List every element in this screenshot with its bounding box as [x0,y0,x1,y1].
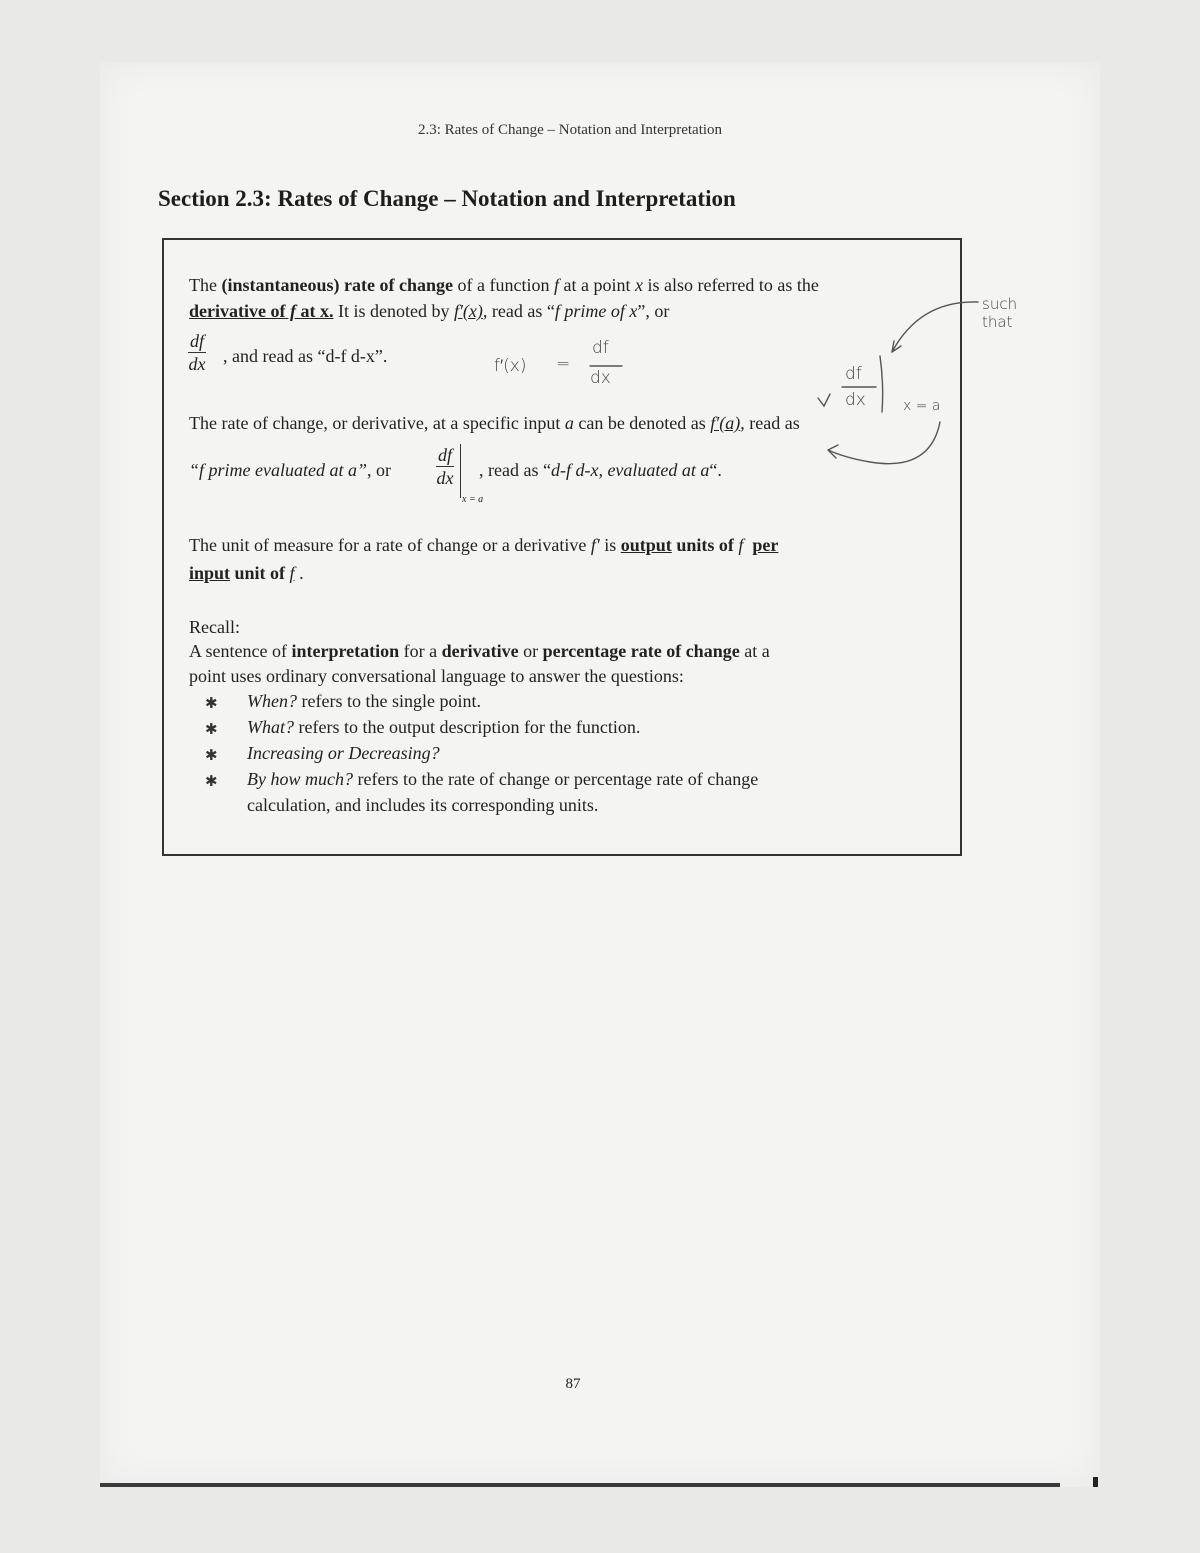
p1-line2: derivative of f at x. It is denoted by f′(x), read as “f prime of x”, or [189,301,670,321]
handwritten-eval-subscript: x = a [903,398,941,414]
running-head: 2.3: Rates of Change – Notation and Interpretation [417,122,723,138]
p2-line2: “f prime evaluated at a”, or [189,460,391,480]
bullet-increasing: Increasing or Decreasing? [247,743,440,763]
star-bullet-icon: ✱ [205,696,218,712]
bullet-what: What? refers to the output description for the function. [247,717,641,737]
star-bullet-icon: ✱ [205,722,218,738]
handwritten-that: that [982,313,1013,331]
section-title: Section 2.3: Rates of Change – Notation and Interpretation [158,186,736,211]
evaluation-subscript: x = a [462,494,484,505]
df-dx-evaluated-fraction: $\frac{df}{dx}$ [436,445,454,488]
star-bullet-icon: ✱ [205,774,218,790]
p1-line3: , and read as “d-f d-x”. [223,346,388,366]
p3-line2: input unit of f . [189,563,304,583]
handwritten-eval-df: df [845,364,862,384]
recall-heading: Recall: [189,617,240,637]
p3-line1: The unit of measure for a rate of change or a derivative f′ is output units of f per [189,535,779,555]
recall-line2: point uses ordinary conversational language to answer the questions: [189,666,684,686]
p2-line1: The rate of change, or derivative, at a specific input a can be denoted as f′(a), read as [189,413,800,433]
df-dx-fraction: $\frac{df}{dx}$ [188,331,206,374]
handwritten-such: such [982,295,1018,313]
bullet-when: When? refers to the single point. [247,691,481,711]
handwritten-check-icon [818,394,830,406]
handwritten-equals: = [556,354,571,374]
p1-line1: The (instantaneous) rate of change of a function f at a point x is also referred to as the [189,275,819,295]
bullet-how-much: By how much? refers to the rate of change or percentage rate of change [247,769,759,789]
bullet-how-much-cont: calculation, and includes its corresponding units. [247,795,599,815]
handwritten-eval-bar [880,356,883,412]
star-bullet-icon: ✱ [205,748,218,764]
p2-line2-tail: , read as “d-f d-x, evaluated at a“. [479,460,722,480]
handwritten-eval-dx: dx [845,390,866,410]
page-number: 87 [565,1376,581,1392]
recall-line1: A sentence of interpretation for a derivative or percentage rate of change at a [189,641,770,661]
arrow-to-fa-icon [828,422,940,464]
handwritten-df: df [592,338,609,358]
arrow-to-notation-icon [892,302,978,352]
handwritten-dx: dx [590,368,611,388]
handwritten-fprime: f′(x) [494,356,527,376]
